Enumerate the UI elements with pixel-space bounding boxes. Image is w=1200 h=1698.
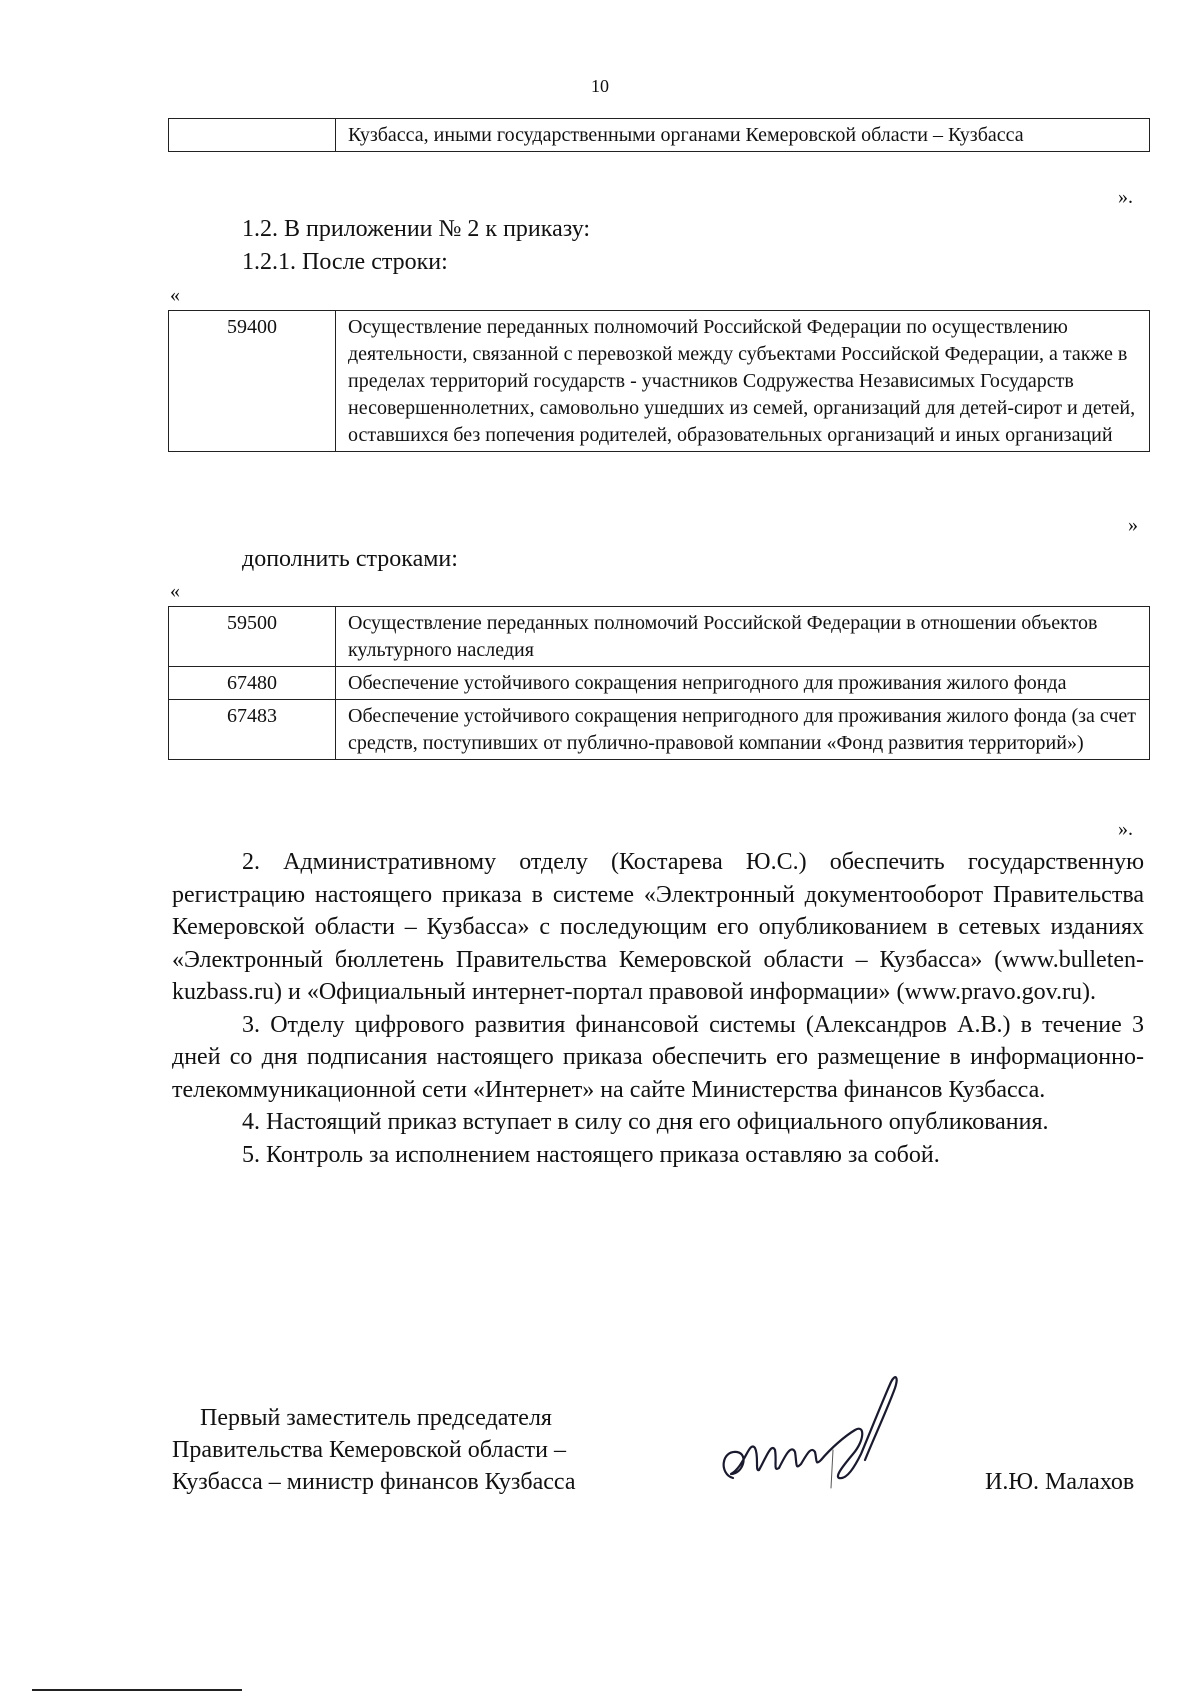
table-cell-text: Осуществление переданных полномочий Российской Федерации по осуществлению деятельности, связанной с перевозкой между субъектами Российской Федерации, а также в пределах территорий государств - участников Содружества Независимых Государств несовершеннолетних, самовольно ушедших из семей, организаций для детей-сирот и детей, оставшихся без попечения родителей, образовательных организаций и иных организаций	[336, 311, 1150, 452]
body-paragraphs	[172, 846, 1144, 1171]
signatory-position-line: Первый заместитель председателя	[200, 1405, 552, 1431]
paragraph: 4. Настоящий приказ вступает в силу со дня его официального опубликования.	[242, 1109, 1049, 1135]
close-quote: ».	[1118, 186, 1133, 208]
signatory-position-line: Кузбасса – министр финансов Кузбасса	[172, 1469, 576, 1495]
table-cell-code: 67480	[169, 667, 336, 700]
close-quote: »	[1128, 514, 1138, 536]
paragraph: 5. Контроль за исполнением настоящего приказа оставляю за собой.	[242, 1141, 940, 1168]
subsection-heading: 1.2.1. После строки:	[242, 249, 448, 275]
table-cell-text: Осуществление переданных полномочий Российской Федерации в отношении объектов культурного наследия	[336, 607, 1150, 667]
table-row	[169, 311, 1150, 452]
open-quote: «	[170, 284, 180, 306]
table-cell-code	[169, 119, 336, 152]
signatory-position-line: Правительства Кемеровской области –	[172, 1437, 566, 1463]
table-row	[169, 607, 1150, 667]
table-cell-text: Обеспечение устойчивого сокращения непригодного для проживания жилого фонда	[336, 667, 1150, 700]
page-number: 10	[591, 76, 609, 96]
table-continuation	[168, 118, 1150, 152]
table-cell-code: 59500	[169, 607, 336, 667]
section-heading: 1.2. В приложении № 2 к приказу:	[242, 216, 591, 242]
table-row	[169, 119, 1150, 152]
table-row	[169, 667, 1150, 700]
table-cell-code: 59400	[169, 311, 336, 452]
footnote-rule	[32, 1689, 242, 1691]
table-row	[169, 700, 1150, 760]
table-cell-text: Кузбасса, иными государственными органами Кемеровской области – Кузбасса	[336, 119, 1150, 152]
open-quote: «	[170, 580, 180, 602]
paragraph: 2. Административному отделу (Костарева Ю.С.) обеспечить государственную регистрацию настоящего приказа в системе «Электронный документооборот Правительства Кемеровской области – Кузбасса» с последующим его опубликованием в сетевых изданиях «Электронный бюллетень Правительства Кемеровской области – Кузбасса» (www.bulleten-kuzbass.ru) и «Официальный интернет-портал правовой информации» (www.pravo.gov.ru).	[172, 849, 1144, 1005]
table-new-rows	[168, 606, 1150, 760]
table-existing-row	[168, 310, 1150, 452]
table-cell-code: 67483	[169, 700, 336, 760]
signatory-name: И.Ю. Малахов	[985, 1469, 1135, 1495]
close-quote: ».	[1118, 818, 1133, 840]
paragraph: 3. Отделу цифрового развития финансовой системы (Александров А.В.) в течение 3 дней со дня подписания настоящего приказа обеспечить его размещение в информационно-телекоммуникационной сети «Интернет» на сайте Министерства финансов Кузбасса.	[172, 1011, 1144, 1103]
table-cell-text: Обеспечение устойчивого сокращения непригодного для проживания жилого фонда (за счет средств, поступивших от публично-правовой компании «Фонд развития территорий»)	[336, 700, 1150, 760]
handwritten-signature	[715, 1370, 925, 1500]
supplement-label: дополнить строками:	[242, 546, 458, 572]
